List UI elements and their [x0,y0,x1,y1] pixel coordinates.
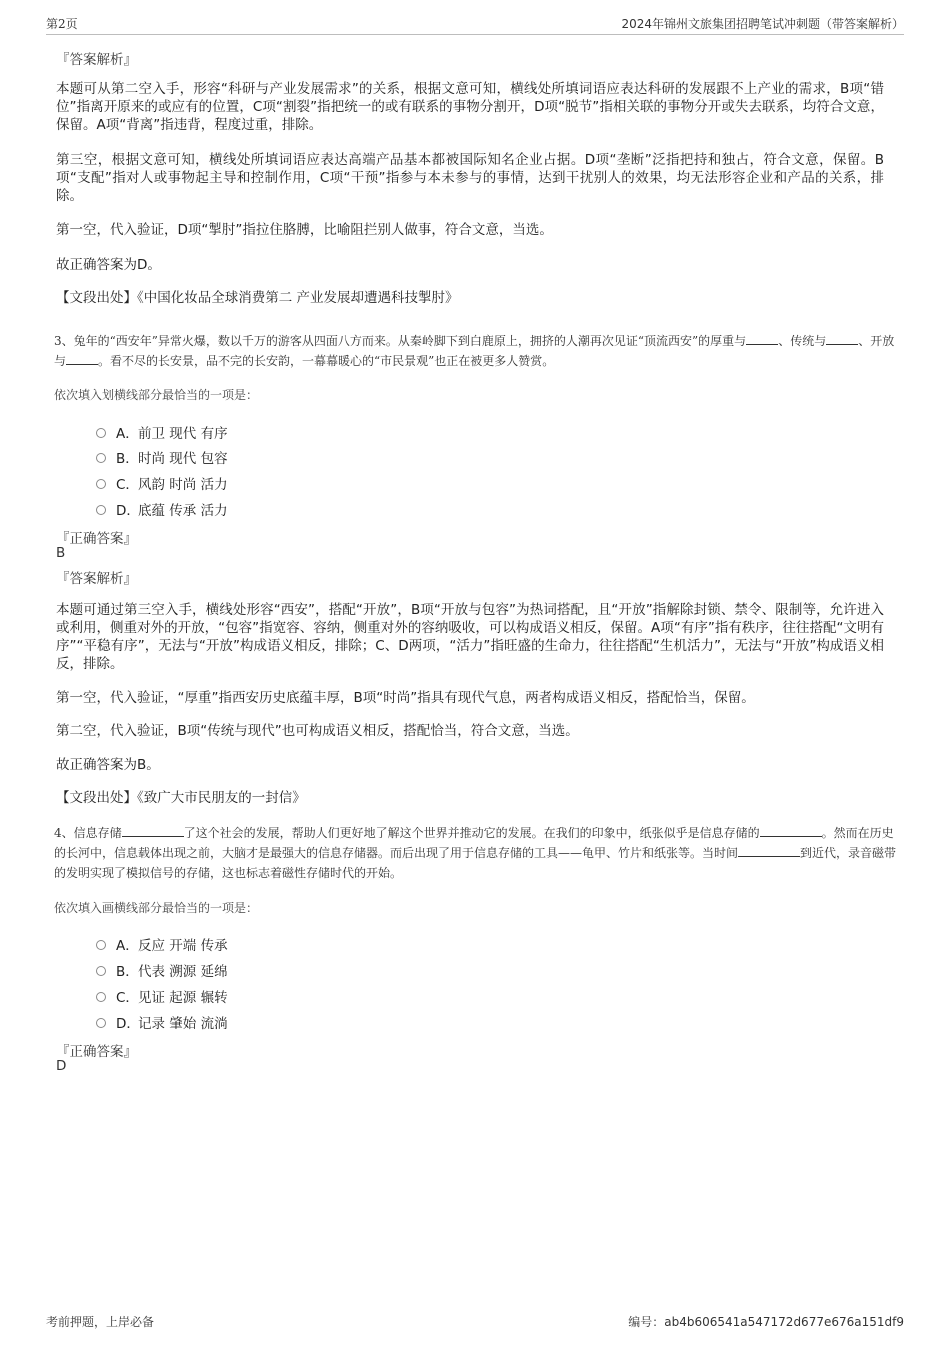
analysis-label: 『答案解析』 [56,52,137,68]
analysis-paragraph: 第一空，代入验证，“厚重”指西安历史底蕴丰厚，B项“时尚”指具有现代气息，两者构成语义相反，搭配恰当，保留。 [56,690,755,706]
radio-icon[interactable] [96,479,106,489]
answer-blank [760,824,822,837]
option-c[interactable]: C． 见证 起源 辗转 [96,986,228,1006]
serial-number: ab4b606541a547172d677e676a151df9 [664,1315,904,1329]
footer-slogan: 考前押题，上岸必备 [46,1315,155,1329]
page-number: 第2页 [46,17,78,31]
serial-label: 编号： [628,1315,665,1329]
correct-answer-label: 『正确答案』 [56,1044,137,1060]
analysis-paragraph: 第一空，代入验证，D项“掣肘”指拉住胳膊，比喻阻拦别人做事，符合文意，当选。 [56,222,553,238]
question-prompt: 依次填入划横线部分最恰当的一项是： [54,388,259,402]
option-b[interactable]: B． 代表 溯源 延绵 [96,960,228,980]
question-prompt: 依次填入画横线部分最恰当的一项是： [54,901,259,915]
analysis-paragraph: 本题可从第二空入手，形容“科研与产业发展需求”的关系，根据文意可知，横线处所填词语应表达科研的发展跟不上产业的需求，B项“错位”指离开原来的或应有的位置，C项“割裂”指把统一的或有联系的事物分割开，D项“脱节”指相关联的事物分开或失去联系，均符合文意，保留。A项“背离”指违背，程度过重，排除。 [56,81,884,133]
correct-answer: D [56,1058,67,1074]
source-citation [56,789,884,807]
radio-icon[interactable] [96,966,106,976]
option-d[interactable]: D． 底蕴 传承 活力 [96,499,228,519]
option-c[interactable]: C． 风韵 时尚 活力 [96,473,228,493]
answer-conclusion: 故正确答案为B。 [56,757,160,773]
source-label: 【文段出处】 [56,290,137,306]
answer-blank [746,332,778,345]
radio-icon[interactable] [96,453,106,463]
correct-answer-label: 『正确答案』 [56,531,137,547]
source-title: 《中国化妆品全球消费第二 产业发展却遭遇科技掣肘》 [137,290,459,306]
option-a[interactable]: A． 反应 开端 传承 [96,934,228,954]
question-stem: 3、兔年的“西安年”异常火爆，数以千万的游客从四面八方而来。从秦岭脚下到白鹿原上，拥挤的人潮再次见证“顶流西安”的厚重与 、传统与 、开放与 。看不尽的长安景，品不完的长安韵，一幕幕暖心的“市民景观”也正在被更多人赞赏。 [54,334,895,368]
document-title: 2024年锦州文旅集团招聘笔试冲刺题（带答案解析） [621,17,904,31]
source-title: 《致广大市民朋友的一封信》 [137,790,306,806]
analysis-paragraph: 第三空，根据文意可知，横线处所填词语应表达高端产品基本都被国际知名企业占据。D项“垄断”泛指把持和独占，符合文意，保留。B项“支配”指对人或事物起主导和控制作用，C项“干预”指参与本未参与的事情，达到干扰别人的效果，均无法形容企业和产品的关系，排除。 [56,152,884,204]
answer-conclusion: 故正确答案为D。 [56,257,161,273]
correct-answer: B [56,545,66,561]
analysis-label: 『答案解析』 [56,571,137,587]
document-serial [628,1313,904,1330]
answer-blank [738,844,800,857]
option-d[interactable]: D． 记录 肇始 流淌 [96,1012,228,1032]
option-b[interactable]: B． 时尚 现代 包容 [96,447,228,467]
analysis-paragraph: 本题可通过第三空入手，横线处形容“西安”，搭配“开放”，B项“开放与包容”为热词搭配，且“开放”指解除封锁、禁令、限制等，允许进入或利用，侧重对外的开放，“包容”指宽容、容纳，侧重对外的容纳吸收，可以构成语义相反，保留。A项“有序”指有秩序，往往搭配“文明有序”“平稳有序”，无法与“开放”构成语义相反，排除；C、D两项，“活力”指旺盛的生命力，往往搭配“生机活力”，无法与“开放”构成语义相反，排除。 [56,602,884,672]
source-citation [56,289,884,307]
answer-blank [122,824,184,837]
radio-icon[interactable] [96,428,106,438]
page-header [46,14,904,35]
answer-blank [826,332,858,345]
analysis-paragraph: 第二空，代入验证，B项“传统与现代”也可构成语义相反，搭配恰当，符合文意，当选。 [56,723,579,739]
answer-blank [66,352,98,365]
option-a[interactable]: A． 前卫 现代 有序 [96,422,228,442]
radio-icon[interactable] [96,505,106,515]
radio-icon[interactable] [96,992,106,1002]
question-stem: 4、信息存储 了这个社会的发展，帮助人们更好地了解这个世界并推动它的发展。在我们的印象中，纸张似乎是信息存储的 。然而在历史的长河中，信息载体出现之前，大脑才是最强大的信息存储器。而后出现了用于信息存储的工具——龟甲、竹片和纸张等。当时间 到近代，录音磁带的发明实现了模拟信号的存储，这也标志着磁性存储时代的开始。 [54,826,897,880]
radio-icon[interactable] [96,940,106,950]
radio-icon[interactable] [96,1018,106,1028]
source-label: 【文段出处】 [56,790,137,806]
